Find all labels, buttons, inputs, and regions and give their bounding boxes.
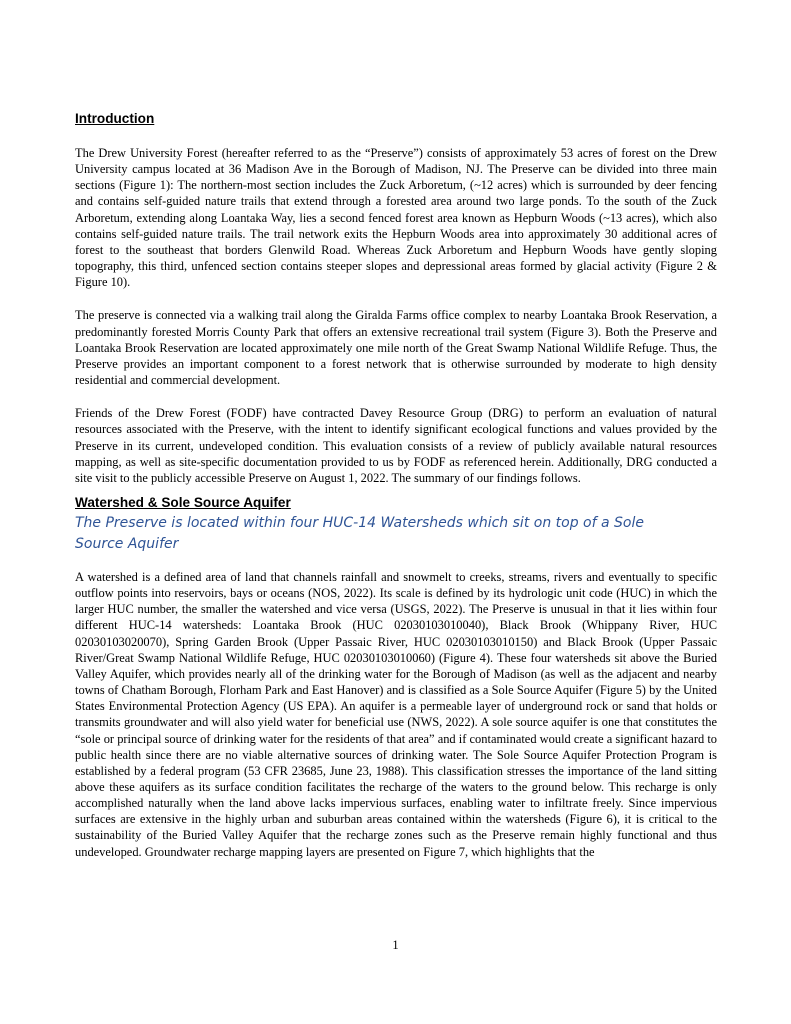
watershed-subheading: The Preserve is located within four HUC-14 Watersheds which sit on top of a Sole Source Aquifer <box>75 514 644 552</box>
page-content <box>75 110 717 877</box>
introduction-heading: Introduction <box>75 111 155 126</box>
introduction-paragraph-1: The Drew University Forest (hereafter referred to as the “Preserve”) consists of approximately 53 acres of forest on the Drew University campus located at 36 Madison Ave in the Borough of Madison, NJ. The Preserve can be divided into three main sections (Figure 1): The northern-most section includes the Zuck Arboretum, (~12 acres) which is surrounded by deer fencing and contains self-guided nature trails that extend through a forested area around two large ponds. To the south of the Zuck Arboretum, extending along Loantaka Way, lies a second fenced forest area known as Hepburn Woods (~13 acres), which also contains self-guided nature trails. The trail network exits the Hepburn Woods area into approximately 30 additional acres of forest to the southeast that borders Glenwild Road. Whereas Zuck Arboretum and Hepburn Woods have gently sloping topography, this third, unfenced section contains steeper slopes and depressional areas formed by glacial activity (Figure 2 & Figure 10). <box>75 146 717 290</box>
page-number: 1 <box>392 938 399 952</box>
introduction-paragraph-2: The preserve is connected via a walking trail along the Giralda Farms office complex to nearby Loantaka Brook Reservation, a predominantly forested Morris County Park that offers an extensive recreational trail system (Figure 3). Both the Preserve and Loantaka Brook Reservation are located approximately one mile north of the Great Swamp National Wildlife Refuge. Thus, the Preserve provides an important component to a forest network that is otherwise surrounded by moderate to high density residential and commercial development. <box>75 308 717 388</box>
introduction-paragraph-3: Friends of the Drew Forest (FODF) have contracted Davey Resource Group (DRG) to perform an evaluation of natural resources associated with the Preserve, with the intent to identify significant ecological functions and values provided by the Preserve in its current, undeveloped condition. This evaluation consists of a review of publicly available natural resources mapping, as well as site-specific documentation provided to us by FODF as referenced herein. Additionally, DRG conducted a site visit to the publicly accessible Preserve on August 1, 2022. The summary of our findings follows. <box>75 406 717 485</box>
watershed-paragraph-1: A watershed is a defined area of land that channels rainfall and snowmelt to creeks, streams, rivers and eventually to specific outflow points into reservoirs, bays or oceans (NOS, 2022). Its scale is defined by its hydrologic unit code (HUC) in which the larger HUC number, the smaller the watershed and vice versa (USGS, 2022). The Preserve is unusual in that it lies within four different HUC-14 watersheds: Loantaka Brook (HUC 02030103010040), Black Brook (Whippany River, HUC 02030103020070), Spring Garden Brook (Upper Passaic River, HUC 02030103010150) and Black Brook (Upper Passaic River/Great Swamp National Wildlife Refuge, HUC 02030103010060) (Figure 4). These four watersheds sit above the Buried Valley Aquifer, which provides nearly all of the drinking water for the Borough of Madison (as well as the adjacent and nearby towns of Chatham Borough, Florham Park and East Hanover) and is classified as a Sole Source Aquifer (Figure 5) by the United States Environmental Protection Agency (US EPA). An aquifer is a permeable layer of underground rock or sand that holds or transmits groundwater and will also yield water for beneficial use (NWS, 2022). A sole source aquifer is one that constitutes the “sole or principal source of drinking water for the residents of that area” and if contaminated would create a significant hazard to public health since there are no viable alternative sources of drinking water. The Sole Source Aquifer Protection Program is established by a federal program (53 CFR 23685, June 23, 1988). This classification stresses the importance of the land sitting above these aquifers as its surface condition facilitates the recharge of the waters to the ground below. This recharge is only accomplished naturally when the land above lacks impervious surfaces, enabling water to infiltrate freely. Since impervious surfaces are extensive in the highly urban and suburban areas contained within the watersheds (Figure 6), it is critical to the sustainability of the Buried Valley Aquifer that the recharge zones such as the Preserve remain highly functional and thus undeveloped. Groundwater recharge mapping layers are presented on Figure 7, which highlights that the <box>75 569 717 859</box>
watershed-heading: Watershed & Sole Source Aquifer <box>75 494 291 510</box>
